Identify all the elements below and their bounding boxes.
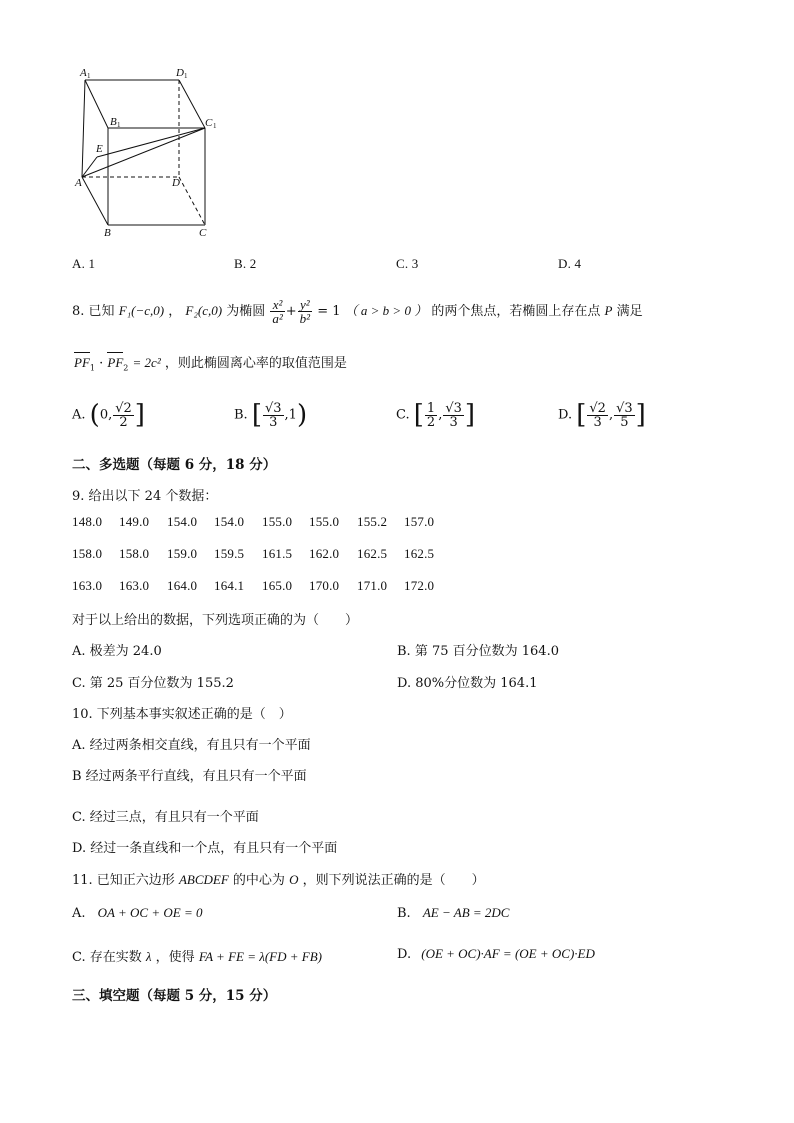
q11-option-a: A. OA + OC + OE = 0: [72, 905, 203, 921]
label-b: B: [104, 227, 111, 239]
q8-stem-line2: $PF_1 \cdot PF_2 = 2c^2$ ，则此椭圆离心率的取值范围是: [74, 355, 347, 373]
q10-stem: 10. 下列基本事实叙述正确的是（ ）: [72, 707, 292, 722]
q11-option-c: C. 存在实数 λ ，使得 FA + FE = λ(FD + FB): [72, 949, 322, 965]
cube-figure: [70, 62, 230, 240]
q7-option-d: D. 4: [558, 256, 582, 271]
q11-stem: 11. 已知正六边形 ABCDEF 的中心为 O ，则下列说法正确的是（ ）: [72, 872, 485, 888]
q9-option-c: C. 第 25 百分位数为 155.2: [72, 676, 234, 691]
label-d1: D: [176, 67, 184, 79]
label-d: D: [172, 177, 180, 189]
section-3-heading: 三、填空题（每题 5 分，15 分）: [72, 988, 277, 1004]
q10-option-d: D. 经过一条直线和一个点，有且只有一个平面: [72, 841, 338, 856]
label-e: E: [96, 143, 103, 155]
q9-option-d: D. 80%分位数为 164.1: [397, 676, 538, 691]
q9-option-b: B. 第 75 百分位数为 164.0: [397, 644, 559, 659]
label-b1: B: [110, 116, 117, 128]
label-c: C: [199, 227, 207, 239]
q7-option-c: C. 3: [396, 256, 419, 271]
q7-option-a: A. 1: [72, 256, 96, 271]
q9-question: 对于以上给出的数据，下列选项正确的为（ ）: [72, 613, 359, 628]
q8-option-a: A. (0, $\frac{√2}{2}$ ]: [72, 400, 145, 430]
q11-option-d: D. (OE + OC)·AF = (OE + OC)·ED: [397, 946, 595, 962]
section-2-heading: 二、多选题（每题 6 分，18 分）: [72, 457, 277, 473]
q8-option-b: B. [ $\frac{√3}{3}$ ,1): [234, 400, 308, 430]
label-d1-sub: 1: [184, 72, 188, 80]
q10-option-a: A. 经过两条相交直线，有且只有一个平面: [72, 738, 311, 753]
q9-stem: 9. 给出以下 24 个数据：: [72, 489, 218, 504]
label-c1-sub: 1: [213, 122, 217, 130]
q7-option-b: B. 2: [234, 256, 257, 271]
q10-option-b: B 经过两条平行直线，有且只有一个平面: [72, 769, 307, 784]
q8-option-c: C. [ $\frac{1}{2}$ , $\frac{√3}{3}$ ]: [396, 400, 476, 430]
q8-option-d: D. [ $\frac{√2}{3}$ , $\frac{√3}{5}$ ]: [558, 400, 646, 430]
label-a1: A: [80, 67, 87, 79]
q11-option-b: B. AE − AB = 2DC: [397, 905, 510, 921]
label-a1-sub: 1: [87, 72, 91, 80]
q9-option-a: A. 极差为 24.0: [72, 644, 162, 659]
q8-stem: 8. 已知 F₁(−c,0) ， F₂(c,0) 为椭圆 $\frac{\text{x²}}{\text{a²}}$ + $\frac{\text{y²}}{\text{b²}}$ = 1 （ a > b > 0 ） 的两个焦点，若椭圆上存在点 P 满足: [72, 297, 643, 326]
q10-option-c: C. 经过三点，有且只有一个平面: [72, 810, 259, 825]
label-b1-sub: 1: [117, 121, 121, 129]
label-c1: C: [205, 117, 213, 129]
label-a: A: [75, 177, 82, 189]
